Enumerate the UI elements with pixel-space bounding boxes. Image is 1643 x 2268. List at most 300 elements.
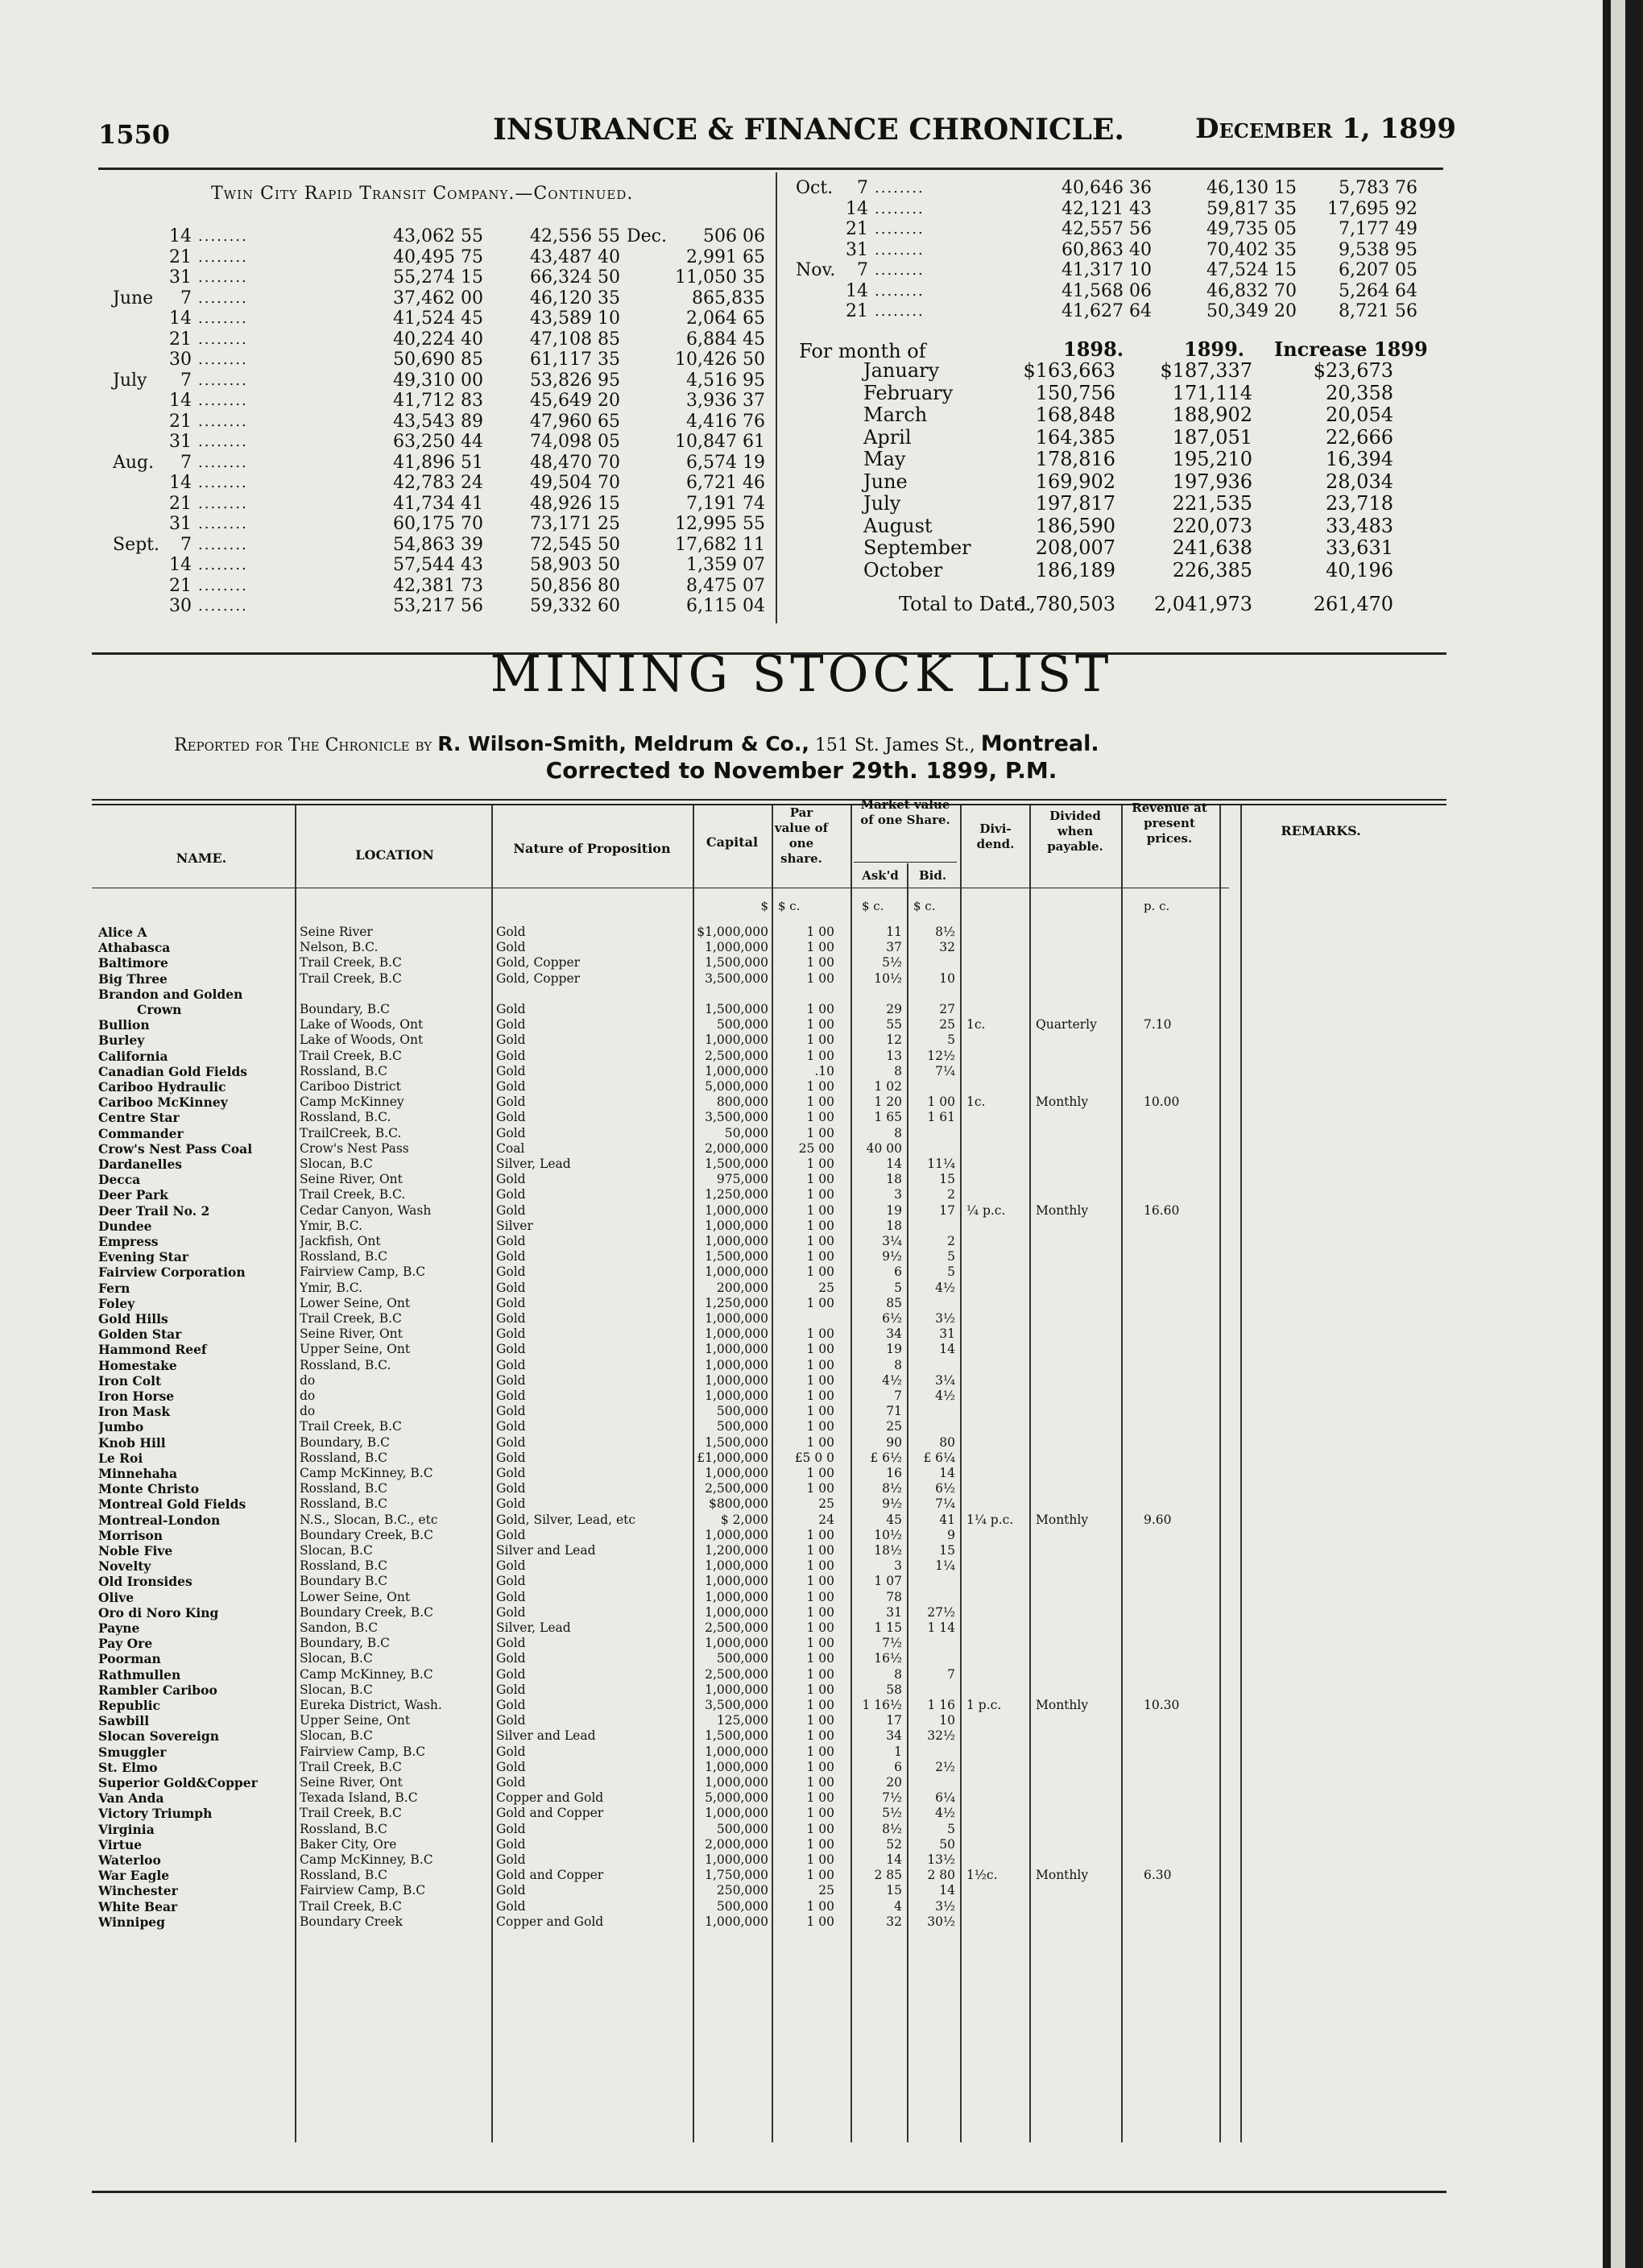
month-1898: 186,590 xyxy=(1035,514,1115,537)
stock-location: Boundary Creek xyxy=(300,1914,403,1929)
stock-bid-price: 7 xyxy=(947,1666,955,1682)
stock-location: Rossland, B.C xyxy=(300,1821,388,1836)
transit-day: 31 xyxy=(169,267,192,288)
stock-capital: 3,500,000 xyxy=(705,1698,768,1712)
stock-name: California xyxy=(98,1048,168,1064)
stock-bid-price: £ 6¼ xyxy=(923,1450,955,1465)
stock-nature: Gold xyxy=(496,1481,526,1496)
transit-1898-value: 63,250 44 xyxy=(393,432,483,452)
table-row xyxy=(0,1249,1603,1264)
scan-edge xyxy=(1603,0,1643,2268)
table-row xyxy=(0,1281,1603,1296)
stock-capital: 1,000,000 xyxy=(705,1202,768,1218)
transit-month: June xyxy=(113,288,154,308)
stock-name: Bullion xyxy=(98,1017,150,1033)
stock-par-value: 1 00 xyxy=(806,1404,834,1419)
stock-capital: 1,250,000 xyxy=(705,1187,768,1202)
stock-ask-price: 1 20 xyxy=(874,1095,902,1110)
stock-nature: Silver xyxy=(496,1218,533,1233)
stock-bid-price: 31 xyxy=(939,1326,955,1342)
stock-name: Baltimore xyxy=(98,955,168,971)
transit-day: 21 xyxy=(169,329,192,350)
stock-capital: $1,000,000 xyxy=(697,925,768,939)
transit-change-value: 4,516 95 xyxy=(686,370,765,391)
stock-revenue: 7.10 xyxy=(1144,1017,1172,1033)
stock-ask-price: 16½ xyxy=(874,1651,902,1666)
stock-par-value: 1 00 xyxy=(806,1033,834,1048)
stock-par-value: 1 00 xyxy=(806,1389,834,1403)
stock-par-value: 1 00 xyxy=(806,1218,834,1233)
month-1898: 169,902 xyxy=(1035,470,1115,493)
transit-change-value: 5,264 64 xyxy=(1339,280,1417,301)
stock-ask-price: 9½ xyxy=(882,1496,902,1512)
stock-ask-price: 1 xyxy=(894,1744,902,1759)
stock-ask-price: 55 xyxy=(886,1017,902,1033)
leader-dots: ........ xyxy=(875,282,925,300)
stock-capital: 1,000,000 xyxy=(705,1033,768,1048)
column-divider xyxy=(776,172,777,623)
transit-1899-value: 61,117 35 xyxy=(530,350,620,370)
transit-day: 21 xyxy=(169,575,192,596)
stock-location: Rossland, B.C xyxy=(300,1450,388,1465)
stock-bid-price: 2½ xyxy=(935,1759,955,1774)
stock-par-value: 1 00 xyxy=(806,1620,834,1635)
col-rule-3 xyxy=(693,805,694,2142)
table-row xyxy=(0,1651,1603,1666)
stock-par-value: 1 00 xyxy=(806,1604,834,1620)
leader-dots: ........ xyxy=(198,310,248,327)
table-row xyxy=(0,1620,1603,1636)
stock-name: Dundee xyxy=(98,1218,152,1234)
stock-nature: Gold xyxy=(496,1389,526,1403)
stock-ask-price: £ 6½ xyxy=(870,1450,902,1465)
transit-change-value: 10,426 50 xyxy=(675,350,765,370)
stock-capital: 1,000,000 xyxy=(705,1759,768,1774)
stock-payable: Monthly xyxy=(1036,1095,1089,1110)
stock-ask-price: 3 xyxy=(894,1558,902,1574)
stock-par-value: 1 00 xyxy=(806,1202,834,1218)
stock-dividend: ¼ p.c. xyxy=(966,1202,1006,1218)
stock-nature: Gold xyxy=(496,1852,526,1867)
stock-par-value: 1 00 xyxy=(806,1558,834,1574)
month-increase: 33,631 xyxy=(1326,536,1393,559)
stock-location: Rossland, B.C. xyxy=(300,1110,391,1125)
table-row xyxy=(0,1636,1603,1651)
transit-day: 14 xyxy=(169,391,192,411)
transit-day: 21 xyxy=(846,301,868,321)
transit-1899-value: 43,487 40 xyxy=(530,246,620,267)
stock-nature: Gold xyxy=(496,1883,526,1898)
stock-name: Canadian Gold Fields xyxy=(98,1063,248,1079)
stock-ask-price: 8½ xyxy=(882,1481,902,1496)
stock-capital: 500,000 xyxy=(716,1419,768,1434)
table-row xyxy=(0,1822,1603,1837)
transit-1899-value: 46,120 35 xyxy=(530,288,620,308)
stock-name: Oro di Noro King xyxy=(98,1604,219,1620)
transit-change-value: 17,682 11 xyxy=(675,534,765,555)
transit-day: 31 xyxy=(169,514,192,534)
stock-nature: Gold, Copper xyxy=(496,971,581,986)
stock-ask-price: 20 xyxy=(886,1775,902,1790)
transit-1898-value: 40,646 36 xyxy=(1062,178,1152,198)
transit-day: 14 xyxy=(169,555,192,575)
stock-bid-price: 14 xyxy=(939,1466,955,1480)
transit-day: 7 xyxy=(180,452,192,473)
stock-par-value: 1 00 xyxy=(806,1868,834,1883)
stock-location: Nelson, B.C. xyxy=(300,940,379,955)
stock-location: Seine River, Ont xyxy=(300,1172,403,1187)
stock-bid-price: 2 xyxy=(947,1187,955,1202)
stock-bid-price: 50 xyxy=(939,1836,955,1852)
stock-nature: Gold xyxy=(496,1033,526,1048)
col-rule-11 xyxy=(1240,805,1242,2142)
stock-ask-price: 58 xyxy=(886,1682,902,1697)
stock-location: Slocan, B.C xyxy=(300,1543,373,1558)
stock-dividend: 1¼ p.c. xyxy=(966,1512,1014,1527)
stock-name: Crown xyxy=(137,1002,182,1017)
stock-name: Superior Gold&Copper xyxy=(98,1775,258,1790)
stock-nature: Gold xyxy=(496,1527,526,1542)
stock-payable: Monthly xyxy=(1036,1202,1089,1218)
table-row xyxy=(0,1728,1603,1744)
stock-par-value: 1 00 xyxy=(806,1079,834,1094)
stock-par-value: 1 00 xyxy=(806,1713,834,1728)
leader-dots: ........ xyxy=(875,221,925,238)
table-row xyxy=(0,1264,1603,1280)
stock-capital: 1,000,000 xyxy=(705,1063,768,1078)
unit-bid: $ c. xyxy=(913,899,936,913)
stock-ask-price: 78 xyxy=(886,1589,902,1604)
stock-dividend: 1c. xyxy=(966,1095,986,1110)
stock-name: Rathmullen xyxy=(98,1666,181,1682)
stock-ask-price: 17 xyxy=(886,1713,902,1728)
transit-1899-value: 47,960 65 xyxy=(530,411,620,432)
stock-capital: 1,500,000 xyxy=(705,1249,768,1264)
table-row xyxy=(0,1852,1603,1868)
stock-ask-price: 11 xyxy=(886,925,902,939)
table-row xyxy=(0,1311,1603,1326)
col-rule-7 xyxy=(960,805,962,2142)
transit-change-value: 2,991 65 xyxy=(686,246,765,267)
stock-name: Deer Trail No. 2 xyxy=(98,1202,210,1219)
leader-dots: ........ xyxy=(875,180,925,197)
month-increase: $23,673 xyxy=(1313,359,1393,382)
leader-dots: ........ xyxy=(875,303,925,320)
table-row xyxy=(0,1389,1603,1404)
stock-nature: Gold xyxy=(496,1713,526,1728)
table-row xyxy=(0,1141,1603,1157)
transit-1899-value: 49,504 70 xyxy=(530,473,620,493)
stock-name: Montreal-London xyxy=(98,1512,221,1528)
transit-change-prefix: Dec. xyxy=(627,226,667,246)
stock-capital: 1,750,000 xyxy=(705,1868,768,1883)
stock-capital: 800,000 xyxy=(716,1095,768,1110)
leader-dots: ........ xyxy=(198,248,248,266)
leader-dots: ........ xyxy=(198,392,248,409)
stock-location: Trail Creek, B.C xyxy=(300,1311,402,1326)
stock-location: Camp McKinney, B.C xyxy=(300,1852,433,1867)
transit-1898-value: 42,783 24 xyxy=(393,473,483,493)
transit-change-value: 7,191 74 xyxy=(686,493,765,514)
stock-capital: 1,000,000 xyxy=(705,1806,768,1821)
stock-capital: 1,000,000 xyxy=(705,1574,768,1589)
stock-par-value: 1 00 xyxy=(806,1295,834,1310)
reporter-name: R. Wilson-Smith, Meldrum & Co., xyxy=(437,732,809,755)
stock-par-value: 1 00 xyxy=(806,1775,834,1790)
header-rule xyxy=(98,168,1443,170)
transit-1899-value: 58,903 50 xyxy=(530,555,620,575)
stock-nature: Gold xyxy=(496,1110,526,1125)
stock-bid-price: 32½ xyxy=(927,1728,955,1744)
stock-nature: Gold xyxy=(496,1682,526,1697)
stock-ask-price: 6 xyxy=(894,1264,902,1280)
leader-dots: ........ xyxy=(198,515,248,532)
col-rule-8 xyxy=(1029,805,1031,2142)
stock-bid-price: 4½ xyxy=(935,1806,955,1821)
stock-location: Trail Creek, B.C xyxy=(300,1898,402,1914)
table-row xyxy=(0,1868,1603,1883)
stock-capital: 1,000,000 xyxy=(705,1914,768,1929)
stock-location: Boundary Creek, B.C xyxy=(300,1527,433,1542)
transit-1898-value: 43,543 89 xyxy=(393,411,483,432)
stock-ask-price: 3¼ xyxy=(882,1234,902,1248)
stock-name: Deer Park xyxy=(98,1187,168,1203)
reporter-address: 151 St. James St., xyxy=(814,735,975,755)
stock-par-value: 1 00 xyxy=(806,1898,834,1914)
stock-dividend: 1c. xyxy=(966,1017,986,1033)
table-row xyxy=(0,971,1603,987)
transit-change-value: 6,721 46 xyxy=(686,473,765,493)
transit-day: 7 xyxy=(857,178,868,198)
table-row xyxy=(0,1373,1603,1389)
stock-location: TrailCreek, B.C. xyxy=(300,1125,402,1140)
stock-name: Virginia xyxy=(98,1821,155,1837)
stock-par-value: 1 00 xyxy=(806,1821,834,1836)
stock-location: Fairview Camp, B.C xyxy=(300,1744,426,1759)
unit-ask: $ c. xyxy=(862,899,884,913)
table-row xyxy=(0,1219,1603,1234)
stock-nature: Gold xyxy=(496,1295,526,1310)
stock-location: Boundary, B.C xyxy=(300,1434,390,1450)
leader-dots: ........ xyxy=(198,536,248,553)
table-row xyxy=(0,1574,1603,1589)
leader-dots: ........ xyxy=(198,289,248,307)
leader-dots: ........ xyxy=(198,330,248,348)
year-1898-header: 1898. xyxy=(1063,337,1124,361)
transit-1898-value: 41,524 45 xyxy=(393,308,483,329)
stock-bid-price: 3¼ xyxy=(935,1372,955,1388)
table-row xyxy=(0,1203,1603,1219)
stock-ask-price: 4½ xyxy=(882,1372,902,1388)
stock-nature: Gold xyxy=(496,1342,526,1357)
year-1899-header: 1899. xyxy=(1184,337,1245,361)
stock-par-value: 1 00 xyxy=(806,1326,834,1342)
transit-1898-value: 41,734 41 xyxy=(393,493,483,514)
stock-capital: 1,000,000 xyxy=(705,1852,768,1867)
stock-location: N.S., Slocan, B.C., etc xyxy=(300,1512,438,1527)
stock-bid-price: 41 xyxy=(939,1512,955,1527)
stock-name: Dardanelles xyxy=(98,1157,183,1172)
stock-ask-price: 2 85 xyxy=(874,1868,902,1883)
transit-day: 14 xyxy=(169,473,192,493)
stock-par-value: 1 00 xyxy=(806,1187,834,1202)
stock-nature: Gold xyxy=(496,1604,526,1620)
stock-name: Crow's Nest Pass Coal xyxy=(98,1140,253,1157)
transit-1898-value: 53,217 56 xyxy=(393,596,483,616)
stock-nature: Silver and Lead xyxy=(496,1728,596,1744)
stock-ask-price: 5½ xyxy=(882,1806,902,1821)
header-market: Market value of one Share. xyxy=(860,797,950,827)
stock-location: Camp McKinney, B.C xyxy=(300,1666,433,1682)
stock-nature: Gold xyxy=(496,1372,526,1388)
stock-par-value: 25 xyxy=(818,1280,834,1295)
stock-ask-price: 8 xyxy=(894,1666,902,1682)
month-name: January xyxy=(863,359,940,382)
month-1898: 208,007 xyxy=(1035,536,1115,559)
stock-nature: Gold xyxy=(496,1234,526,1248)
transit-change-value: 6,115 04 xyxy=(686,596,765,616)
total-label: Total to Date. xyxy=(899,593,1032,615)
stock-capital: 3,500,000 xyxy=(705,1110,768,1125)
stock-location: Rossland, B.C xyxy=(300,1558,388,1574)
stock-nature: Gold xyxy=(496,1434,526,1450)
stock-capital: 500,000 xyxy=(716,1017,768,1033)
month-1899: 171,114 xyxy=(1172,381,1252,404)
stock-par-value: 1 00 xyxy=(806,1095,834,1110)
stock-capital: 500,000 xyxy=(716,1898,768,1914)
month-name: April xyxy=(863,425,912,449)
stock-name: Smuggler xyxy=(98,1744,167,1760)
stock-bid-price: 7¼ xyxy=(935,1063,955,1078)
stock-nature: Silver and Lead xyxy=(496,1543,596,1558)
stock-capital: 1,500,000 xyxy=(705,1002,768,1016)
stock-par-value: 1 00 xyxy=(806,1110,834,1125)
stock-nature: Gold xyxy=(496,1125,526,1140)
leader-dots: ........ xyxy=(198,495,248,512)
stock-nature: Coal xyxy=(496,1140,525,1156)
month-1898: 186,189 xyxy=(1035,558,1115,581)
month-increase: 20,054 xyxy=(1326,404,1393,426)
stock-name: Foley xyxy=(98,1295,135,1311)
table-row xyxy=(0,1358,1603,1373)
month-1898: $163,663 xyxy=(1023,359,1115,382)
month-name: March xyxy=(863,404,928,426)
stock-par-value: 1 00 xyxy=(806,1698,834,1712)
stock-nature: Gold, Silver, Lead, etc xyxy=(496,1512,636,1527)
stock-name: Pay Ore xyxy=(98,1636,153,1652)
transit-day: 14 xyxy=(846,198,868,219)
col-rule-9 xyxy=(1121,805,1123,2142)
stock-ask-price: 1 07 xyxy=(874,1574,902,1589)
stock-nature: Gold xyxy=(496,1466,526,1480)
stock-dividend: 1 p.c. xyxy=(966,1698,1002,1712)
transit-1899-value: 70,402 35 xyxy=(1206,239,1297,260)
table-row xyxy=(0,987,1603,1002)
month-1898: 197,817 xyxy=(1035,492,1115,515)
transit-1898-value: 40,495 75 xyxy=(393,246,483,267)
stock-bid-price: 10 xyxy=(939,1713,955,1728)
col-rule-10 xyxy=(1219,805,1221,2142)
stock-location: Lake of Woods, Ont xyxy=(300,1033,424,1048)
stock-location: Boundary Creek, B.C xyxy=(300,1604,433,1620)
stock-par-value: 1 00 xyxy=(806,1017,834,1033)
stock-nature: Copper and Gold xyxy=(496,1790,604,1806)
total-increase: 261,470 xyxy=(1313,593,1393,615)
stock-capital: 500,000 xyxy=(716,1821,768,1836)
stock-name: Evening Star xyxy=(98,1249,188,1265)
stock-capital: 1,000,000 xyxy=(705,1372,768,1388)
stock-location: Boundary, B.C xyxy=(300,1002,390,1016)
stock-par-value: 1 00 xyxy=(806,1651,834,1666)
transit-1898-value: 55,274 15 xyxy=(393,267,483,288)
stock-location: Camp McKinney xyxy=(300,1095,404,1110)
stock-location: Upper Seine, Ont xyxy=(300,1713,411,1728)
stock-nature: Gold xyxy=(496,1202,526,1218)
table-row xyxy=(0,1110,1603,1125)
stock-capital: 50,000 xyxy=(724,1125,768,1140)
stock-capital: 1,000,000 xyxy=(705,1527,768,1542)
stock-ask-price: 52 xyxy=(886,1836,902,1852)
stock-capital: 1,200,000 xyxy=(705,1543,768,1558)
transit-1898-value: 60,863 40 xyxy=(1062,239,1152,260)
stock-capital: 3,500,000 xyxy=(705,971,768,986)
stock-name: Knob Hill xyxy=(98,1434,166,1451)
stock-ask-price: 10½ xyxy=(874,971,902,986)
stock-bid-price: 4½ xyxy=(935,1389,955,1403)
stock-location: Trail Creek, B.C xyxy=(300,1759,402,1774)
stock-name: Waterloo xyxy=(98,1852,161,1868)
stock-par-value: 25 00 xyxy=(798,1140,834,1156)
issue-date: December 1, 1899 xyxy=(1195,113,1457,145)
stock-par-value: 1 00 xyxy=(806,940,834,955)
stock-capital: £1,000,000 xyxy=(697,1450,768,1465)
table-row xyxy=(0,940,1603,955)
table-row xyxy=(0,1404,1603,1419)
stock-par-value: 1 00 xyxy=(806,1759,834,1774)
month-1898: 150,756 xyxy=(1035,381,1115,404)
stock-revenue: 16.60 xyxy=(1144,1202,1180,1218)
stock-nature: Gold xyxy=(496,1357,526,1372)
table-row xyxy=(0,1326,1603,1342)
stock-name: Alice A xyxy=(98,925,147,940)
table-row xyxy=(0,1033,1603,1048)
total-1899: 2,041,973 xyxy=(1153,593,1252,615)
table-row xyxy=(0,1744,1603,1760)
transit-1899-value: 59,332 60 xyxy=(530,596,620,616)
stock-name: Van Anda xyxy=(98,1790,164,1807)
stock-capital: 1,000,000 xyxy=(705,1326,768,1342)
stock-capital: 500,000 xyxy=(716,1651,768,1666)
stock-name: Slocan Sovereign xyxy=(98,1728,219,1744)
stock-location: Trail Creek, B.C xyxy=(300,1419,402,1434)
stock-name: St. Elmo xyxy=(98,1759,158,1775)
stock-ask-price: 8½ xyxy=(882,1821,902,1836)
stock-ask-price: 1 16½ xyxy=(862,1698,902,1712)
header-capital: Capital xyxy=(706,834,759,850)
report-prefix: Reported for The Chronicle by xyxy=(174,735,432,755)
month-name: July xyxy=(863,492,901,515)
stock-nature: Gold xyxy=(496,1558,526,1574)
stock-location: Rossland, B.C xyxy=(300,1063,388,1078)
stock-capital: $800,000 xyxy=(709,1496,768,1512)
stock-capital: 1,250,000 xyxy=(705,1295,768,1310)
month-increase: 20,358 xyxy=(1326,381,1393,404)
stock-ask-price: 14 xyxy=(886,1157,902,1171)
stock-capital: 975,000 xyxy=(716,1172,768,1187)
stock-capital: 200,000 xyxy=(716,1280,768,1295)
stock-nature: Gold xyxy=(496,1898,526,1914)
transit-1898-value: 42,381 73 xyxy=(393,575,483,596)
